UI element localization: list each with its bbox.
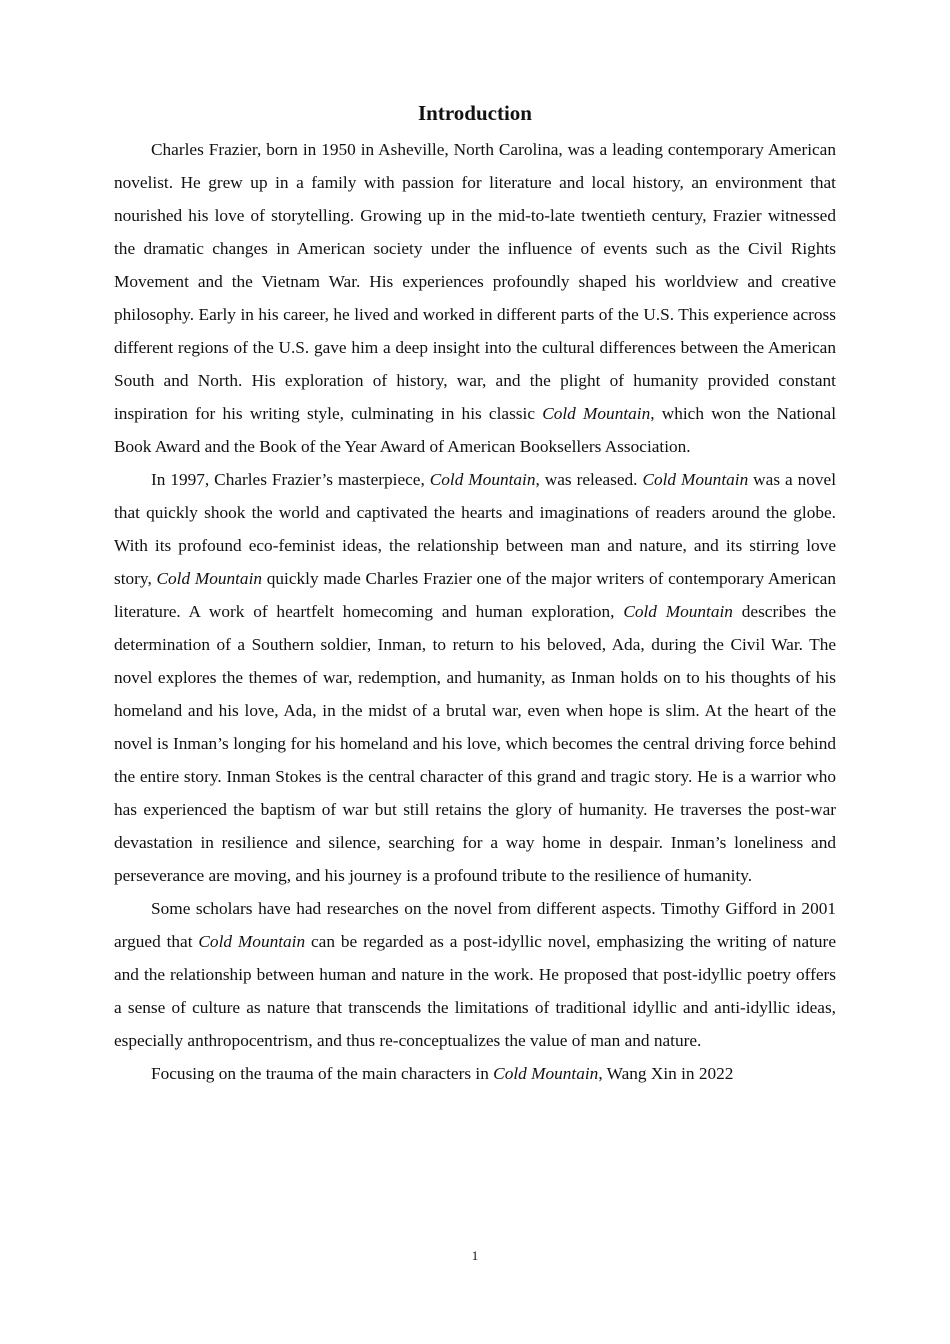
italic-title: Cold Mountain xyxy=(429,470,536,489)
section-heading: Introduction xyxy=(418,101,532,125)
body-text xyxy=(114,133,836,1090)
text-run: In 1997, Charles Frazier’s masterpiece, xyxy=(151,470,430,489)
italic-title: Cold Mountain xyxy=(642,470,749,489)
italic-title: Cold Mountain xyxy=(493,1064,599,1083)
text-run: Focusing on the trauma of the main characters in xyxy=(151,1064,494,1083)
italic-title: Cold Mountain xyxy=(623,602,733,621)
page-number: 1 xyxy=(471,1248,479,1263)
body-paragraph xyxy=(114,133,836,463)
body-paragraph xyxy=(114,1057,836,1090)
body-paragraph xyxy=(114,892,836,1057)
text-run: was a novel that quickly shook the world and captivated the hearts and imaginations of readers around the globe. With its profound eco-feminist ideas, the relationship between man and nature, and its stirring love story, xyxy=(114,470,836,588)
text-run: can be regarded as a post-idyllic novel, emphasizing the writing of nature and the relationship between human and nature in the work. He proposed that post-idyllic poetry offers a sense of culture as nature that transcends the limitations of traditional idyllic and anti-idyllic ideas, especially anthropocentrism, and thus re-conceptualizes the value of man and nature. xyxy=(114,932,836,1050)
text-run: , which won the National Book Award and the Book of the Year Award of American Booksellers Association. xyxy=(114,404,836,456)
text-run: , was released. xyxy=(535,470,643,489)
text-run: describes the determination of a Southern soldier, Inman, to return to his beloved, Ada, during the Civil War. The novel explores the themes of war, redemption, and humanity, as Inman holds on to his thoughts of his homeland and his love, Ada, in the midst of a brutal war, even when hope is slim. At the heart of the novel is Inman’s longing for his homeland and his love, which becomes the central driving force behind the entire story. Inman Stokes is the central character of this grand and tragic story. He is a warrior who has experienced the baptism of war but still retains the glory of humanity. He traverses the post-war devastation in resilience and silence, searching for a way home in despair. Inman’s loneliness and perseverance are moving, and his journey is a profound tribute to the resilience of humanity. xyxy=(114,602,836,885)
italic-title: Cold Mountain xyxy=(198,932,306,951)
italic-title: Cold Mountain xyxy=(542,404,651,423)
text-run: quickly made Charles Frazier one of the major writers of contemporary American literature. A work of heartfelt homecoming and human exploration, xyxy=(114,569,836,621)
body-paragraph xyxy=(114,463,836,892)
italic-title: Cold Mountain xyxy=(156,569,263,588)
text-run: Charles Frazier, born in 1950 in Asheville, North Carolina, was a leading contemporary American novelist. He grew up in a family with passion for literature and local history, an environment that nourished his love of storytelling. Growing up in the mid-to-late twentieth century, Frazier witnessed the dramatic changes in American society under the influence of events such as the Civil Rights Movement and the Vietnam War. His experiences profoundly shaped his worldview and creative philosophy. Early in his career, he lived and worked in different parts of the U.S. This experience across different regions of the U.S. gave him a deep insight into the cultural differences between the American South and North. His exploration of history, war, and the plight of humanity provided constant inspiration for his writing style, culminating in his classic xyxy=(114,140,836,423)
text-run: , Wang Xin in 2022 xyxy=(598,1064,734,1083)
text-run: Some scholars have had researches on the novel from different aspects. Timothy Gifford in 2001 argued that xyxy=(114,899,836,951)
